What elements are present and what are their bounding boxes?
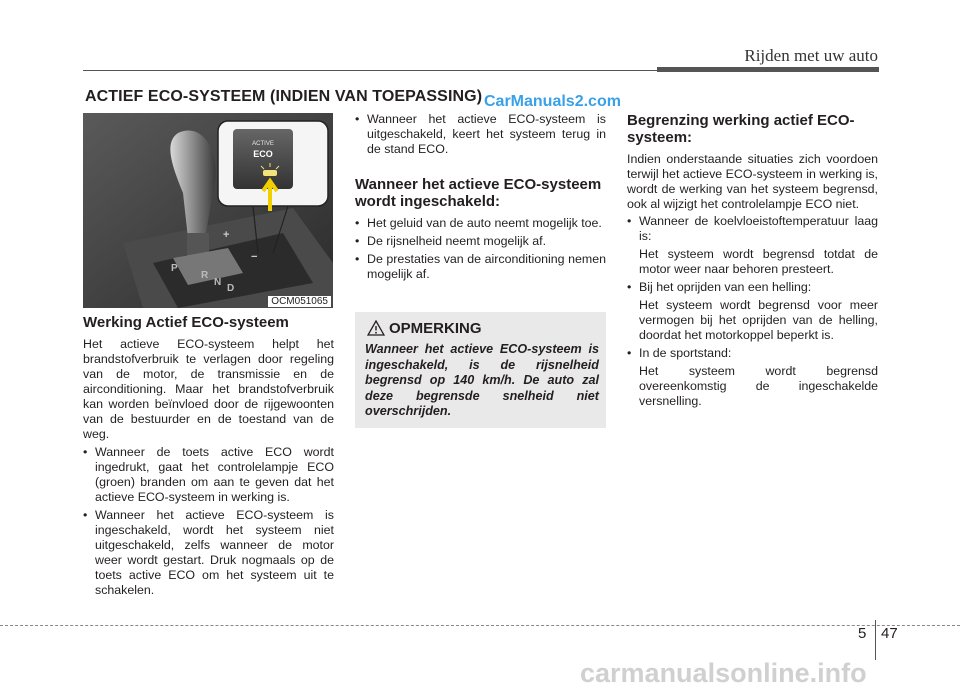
heading-begrenzing: Begrenzing werking actief ECO-systeem: [627, 112, 855, 146]
heading-ingeschakeld: Wanneer het actieve ECO-systeem wordt ingeschakeld: [355, 176, 602, 210]
list-item [627, 346, 878, 409]
item-label: In de sportstand: [639, 346, 732, 360]
list-item: • De rijsnelheid neemt mogelijk af. [355, 234, 606, 249]
warning-icon [367, 320, 385, 336]
eco-label: ECO [253, 149, 273, 159]
footer-divider [875, 620, 876, 660]
item-label: Bij het oprijden van een helling: [639, 280, 812, 294]
figure-caption: OCM051065 [268, 296, 331, 307]
gear-letter-p: P [171, 263, 178, 274]
section-title: ACTIEF ECO-SYSTEEM (INDIEN VAN TOEPASSING) [85, 88, 483, 105]
column-2 [355, 112, 606, 282]
begrenzing-list [627, 214, 878, 409]
list-item: • Wanneer het actieve ECO-systeem is uitgeschakeld, keert het systeem terug in de stand ECO. [355, 112, 606, 157]
begrenzing-paragraph: Indien onderstaande situaties zich voordoen terwijl het actieve ECO-systeem in werking is, wordt de werking van het systeem begrensd, ook al wijzigt het controlelampje ECO niet. [627, 152, 878, 211]
note-box [355, 312, 606, 428]
plus-label: + [223, 229, 230, 241]
top-list [355, 112, 606, 157]
watermark-link[interactable]: CarManuals2.com [484, 93, 621, 110]
heading-werking: Werking Actief ECO-systeem [83, 314, 289, 331]
list-item [627, 214, 878, 277]
intro-paragraph: Het actieve ECO-systeem helpt het brandstofverbruik te verlagen door regeling van de motor, de transmissie en de airconditioning. Maar het brandstofverbruik kan worden beïnvloed door de rijgewoonten van de bestuurder en de toestand van de weg. [83, 337, 334, 441]
column-1 [83, 314, 334, 598]
minus-label: − [251, 251, 258, 263]
header-rule [83, 70, 661, 71]
item-detail: Het systeem wordt begrensd totdat de motor weer naar behoren presteert. [639, 247, 878, 276]
header-rule-thick [657, 67, 879, 72]
page-number: 47 [881, 625, 898, 642]
gear-shifter-illustration [83, 113, 333, 308]
chapter-number: 5 [858, 625, 867, 642]
chapter-title: Rijden met uw auto [744, 46, 878, 65]
active-label: ACTIVE [252, 141, 274, 147]
note-text: Wanneer het actieve ECO-systeem is ingeschakeld, is de rijsnelheid begrensd op 140 km/h. De auto zal deze begrensde snelheid niet overschrijden. [365, 342, 599, 418]
list-item: • Wanneer het actieve ECO-systeem is ingeschakeld, wordt het systeem niet uitgeschakeld, zelfs wanneer de motor weer wordt gestart. Druk nogmaals op de toets active ECO om het systeem uit te schakelen. [83, 508, 334, 598]
column-3 [627, 112, 878, 409]
gear-letter-r: R [201, 270, 209, 281]
werking-list [83, 445, 334, 598]
item-label: Wanneer de koelvloeistoftemperatuur laag is: [639, 214, 878, 243]
footer-rule [0, 625, 960, 626]
item-detail: Het systeem wordt begrensd overeenkomstig de ingeschakelde versnelling. [639, 364, 878, 408]
list-item [627, 280, 878, 343]
list-item: • Het geluid van de auto neemt mogelijk toe. [355, 216, 606, 231]
list-item: • Wanneer de toets active ECO wordt ingedrukt, gaat het controlelampje ECO (groen) branden om aan te geven dat het actieve ECO-systeem in werking is. [83, 445, 334, 505]
gear-letter-d: D [227, 283, 235, 294]
gear-letter-n: N [214, 277, 222, 288]
item-detail: Het systeem wordt begrensd voor meer vermogen bij het oprijden van de helling, doordat het motorkoppel beperkt is. [639, 298, 878, 342]
figure-caption-bar [83, 296, 333, 310]
list-item: • De prestaties van de airconditioning nemen mogelijk af. [355, 252, 606, 282]
site-watermark[interactable]: carmanualsonline.info [580, 658, 867, 688]
effects-list [355, 216, 606, 282]
gear-shifter-photo [83, 113, 333, 308]
note-title: OPMERKING [389, 320, 482, 337]
